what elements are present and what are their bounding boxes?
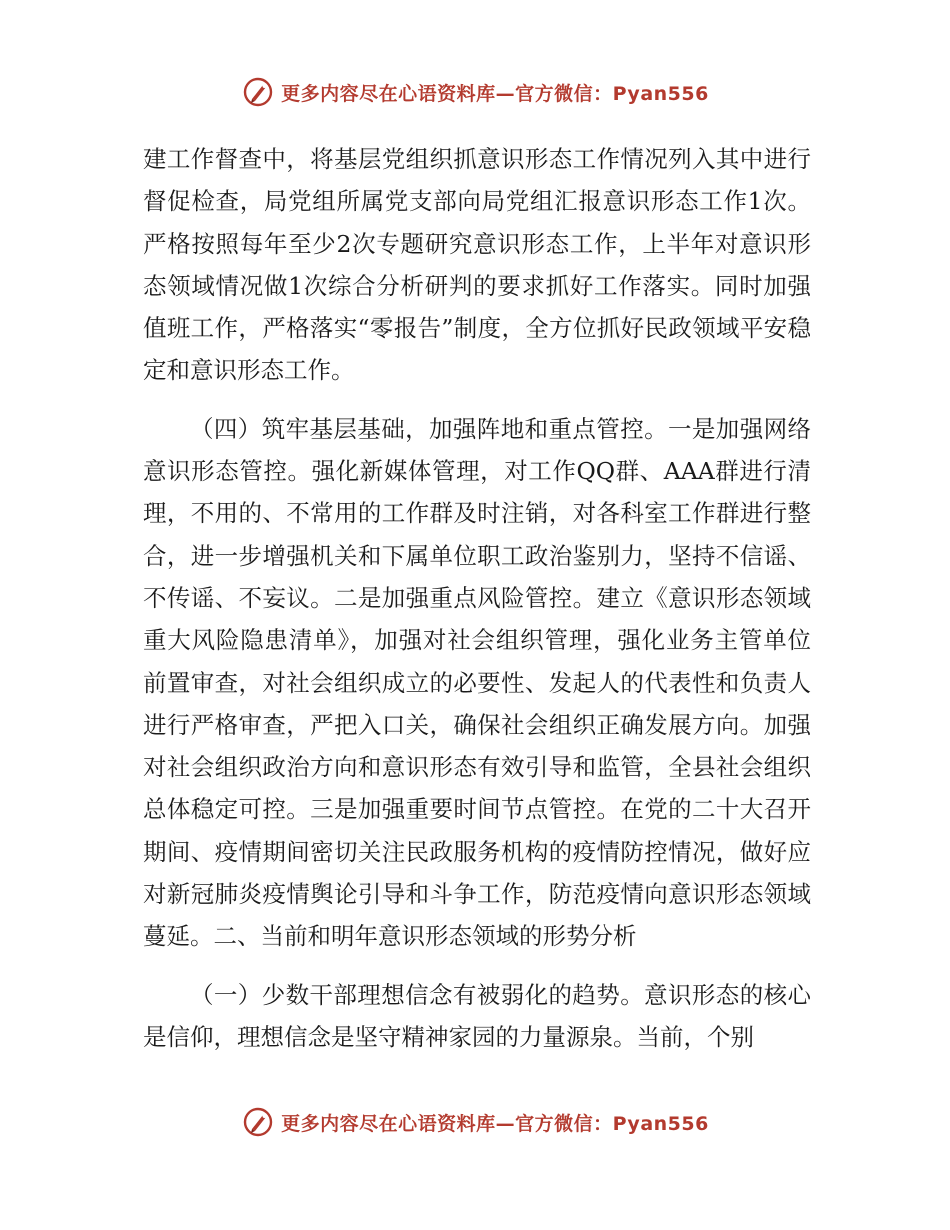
paragraph-2: （四）筑牢基层基础，加强阵地和重点管控。一是加强网络意识形态管控。强化新媒体管理，对工作QQ群、AAA群进行清理，不用的、不常用的工作群及时注销，对各科室工作群进行整合，进一步增强机关和下属单位职工政治鉴别力，坚持不信谣、不传谣、不妄议。二是加强重点风险管控。建立《意识形态领域重大风险隐患清单》，加强对社会组织管理，强化业务主管单位前置审查，对社会组织成立的必要性、发起人的代表性和负责人进行严格审查，严把入口关，确保社会组织正确发展方向。加强对社会组织政治方向和意识形态有效引导和监管，全县社会组织总体稳定可控。三是加强重要时间节点管控。在党的二十大召开期间、疫情期间密切关注民政服务机构的疫情防控情况，做好应对新冠肺炎疫情舆论引导和斗争工作，防范疫情向意识形态领域蔓延。二、当前和明年意识形态领域的形势分析 [143, 414, 811, 951]
header-banner-text: 更多内容尽在心语资料库—官方微信：Pyan556 [281, 82, 709, 105]
footer-banner [0, 1102, 950, 1142]
footer-banner-text: 更多内容尽在心语资料库—官方微信：Pyan556 [281, 1112, 709, 1135]
header-banner [0, 72, 950, 112]
pen-logo-icon [241, 75, 275, 109]
paragraph-3: （一）少数干部理想信念有被弱化的趋势。意识形态的核心是信仰，理想信念是坚守精神家园的力量源泉。当前，个别 [143, 980, 811, 1051]
document-body [143, 138, 811, 1058]
paragraph-1: 建工作督查中，将基层党组织抓意识形态工作情况列入其中进行督促检查，局党组所属党支部向局党组汇报意识形态工作1次。严格按照每年至少2次专题研究意识形态工作，上半年对意识形态领域情况做1次综合分析研判的要求抓好工作落实。同时加强值班工作，严格落实“零报告”制度，全方位抓好民政领域平安稳定和意识形态工作。 [143, 145, 811, 385]
pen-logo-icon [241, 1105, 275, 1139]
